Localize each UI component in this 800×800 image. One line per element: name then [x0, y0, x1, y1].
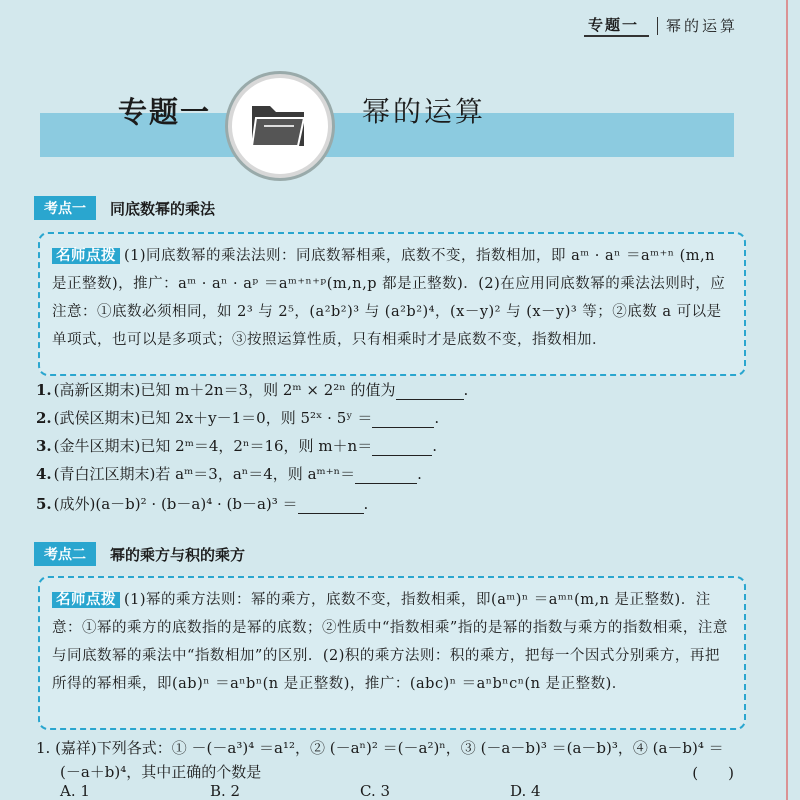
question-end: .: [417, 465, 422, 483]
running-head-divider: [657, 17, 658, 35]
tip-label: 名师点拨: [52, 592, 120, 608]
choice-d[interactable]: D. 4: [510, 782, 541, 800]
choice-c[interactable]: C. 3: [360, 782, 391, 800]
choice-b[interactable]: B. 2: [210, 782, 241, 800]
question-end: .: [432, 437, 437, 455]
tip-box-1: [38, 232, 746, 376]
answer-blank[interactable]: [396, 383, 464, 400]
answer-blank[interactable]: [372, 439, 432, 456]
page-edge-line: [786, 0, 788, 800]
tip-text: (1)幂的乘方法则：幂的乘方，底数不变，指数相乘，即(aᵐ)ⁿ ＝aᵐⁿ(m,n 是正整数)．注意：①幂的乘方的底数指的是幂的底数；②性质中“指数相乘”指的是幂的指数与乘方的指数相乘，注意与同底数幂的乘法中“指数相加”的区别．(2)积的乘方法则：积的乘方，把每一个因式分别乘方，再把所得的幂相乘，即(ab)ⁿ ＝aⁿbⁿ(n 是正整数)，推广：(abc)ⁿ ＝aⁿbⁿcⁿ(n 是正整数)．: [52, 592, 728, 692]
question-4: [36, 464, 422, 484]
question-end: .: [363, 495, 369, 513]
question-text: (武侯区期末)已知 2x＋y－1＝0，则 5²ˣ · 5ʸ ＝: [53, 409, 373, 427]
question-text: (金牛区期末)已知 2ᵐ＝4，2ⁿ＝16，则 m＋n＝: [53, 437, 373, 455]
section-name: 幂的乘方与积的乘方: [110, 545, 246, 564]
choice-row: [60, 782, 610, 800]
question-2-1-line2: [60, 762, 261, 782]
answer-paren[interactable]: ( ): [692, 764, 734, 782]
question-text: 1. (嘉祥)下列各式：① －(－a³)⁴ ＝a¹²，② (－aⁿ)² ＝(－a²)ⁿ，③ (－a－b)³ ＝(a－b)³，④ (a－b)⁴ ＝: [36, 739, 724, 757]
choice-a[interactable]: A. 1: [60, 782, 90, 800]
banner-topic-number: 专题一: [118, 95, 212, 129]
running-head: [584, 14, 738, 37]
running-head-tag: 专题一: [584, 14, 649, 37]
question-2-1-line1: [36, 738, 724, 758]
answer-blank[interactable]: [372, 411, 434, 428]
question-end: .: [434, 409, 440, 427]
question-text: (成外)(a－b)² · (b－a)⁴ · (b－a)³ ＝: [53, 495, 298, 513]
question-text: (青白江区期末)若 aᵐ＝3，aⁿ＝4，则 aᵐ⁺ⁿ＝: [53, 465, 356, 483]
question-1: [36, 380, 468, 400]
question-number: 4.: [36, 465, 52, 483]
question-2: [36, 408, 439, 428]
section-heading-2: [34, 542, 245, 566]
section-name: 同底数幂的乘法: [110, 199, 216, 218]
question-number: 3.: [36, 437, 52, 455]
banner-topic-title: 幂的运算: [362, 95, 487, 128]
tip-label: 名师点拨: [52, 248, 120, 264]
running-head-title: 幂的运算: [665, 17, 738, 35]
folder-icon: [228, 74, 332, 178]
tip-text: (1)同底数幂的乘法法则：同底数幂相乘，底数不变，指数相加，即 aᵐ · aⁿ ＝aᵐ⁺ⁿ (m,n 是正整数)，推广：aᵐ · aⁿ · aᵖ ＝aᵐ⁺ⁿ⁺ᵖ(m,n,p 都是正整数)．(2)在应用同底数幂的乘法法则时，应注意：①底数必须相同，如 2³ 与 2⁵，(a²b²)³ 与 (a²b²)⁴，(x－y)² 与 (x－y)³ 等；②底数 a 可以是单项式，也可以是多项式；③按照运算性质，只有相乘时才是底数不变，指数相加．: [52, 248, 726, 348]
question-end: .: [463, 381, 469, 399]
section-badge: 考点二: [34, 542, 96, 566]
answer-blank[interactable]: [298, 497, 364, 514]
section-heading-1: [34, 196, 215, 220]
question-number: 5.: [36, 495, 52, 513]
tip-box-2: [38, 576, 746, 730]
question-text: (－a＋b)⁴，其中正确的个数是: [60, 763, 262, 781]
question-number: 2.: [36, 409, 52, 427]
question-text: (高新区期末)已知 m＋2n＝3，则 2ᵐ × 2²ⁿ 的值为: [53, 381, 396, 399]
question-5: [36, 494, 368, 514]
question-number: 1.: [36, 381, 52, 399]
section-badge: 考点一: [34, 196, 96, 220]
question-3: [36, 436, 437, 456]
answer-blank[interactable]: [355, 467, 417, 484]
